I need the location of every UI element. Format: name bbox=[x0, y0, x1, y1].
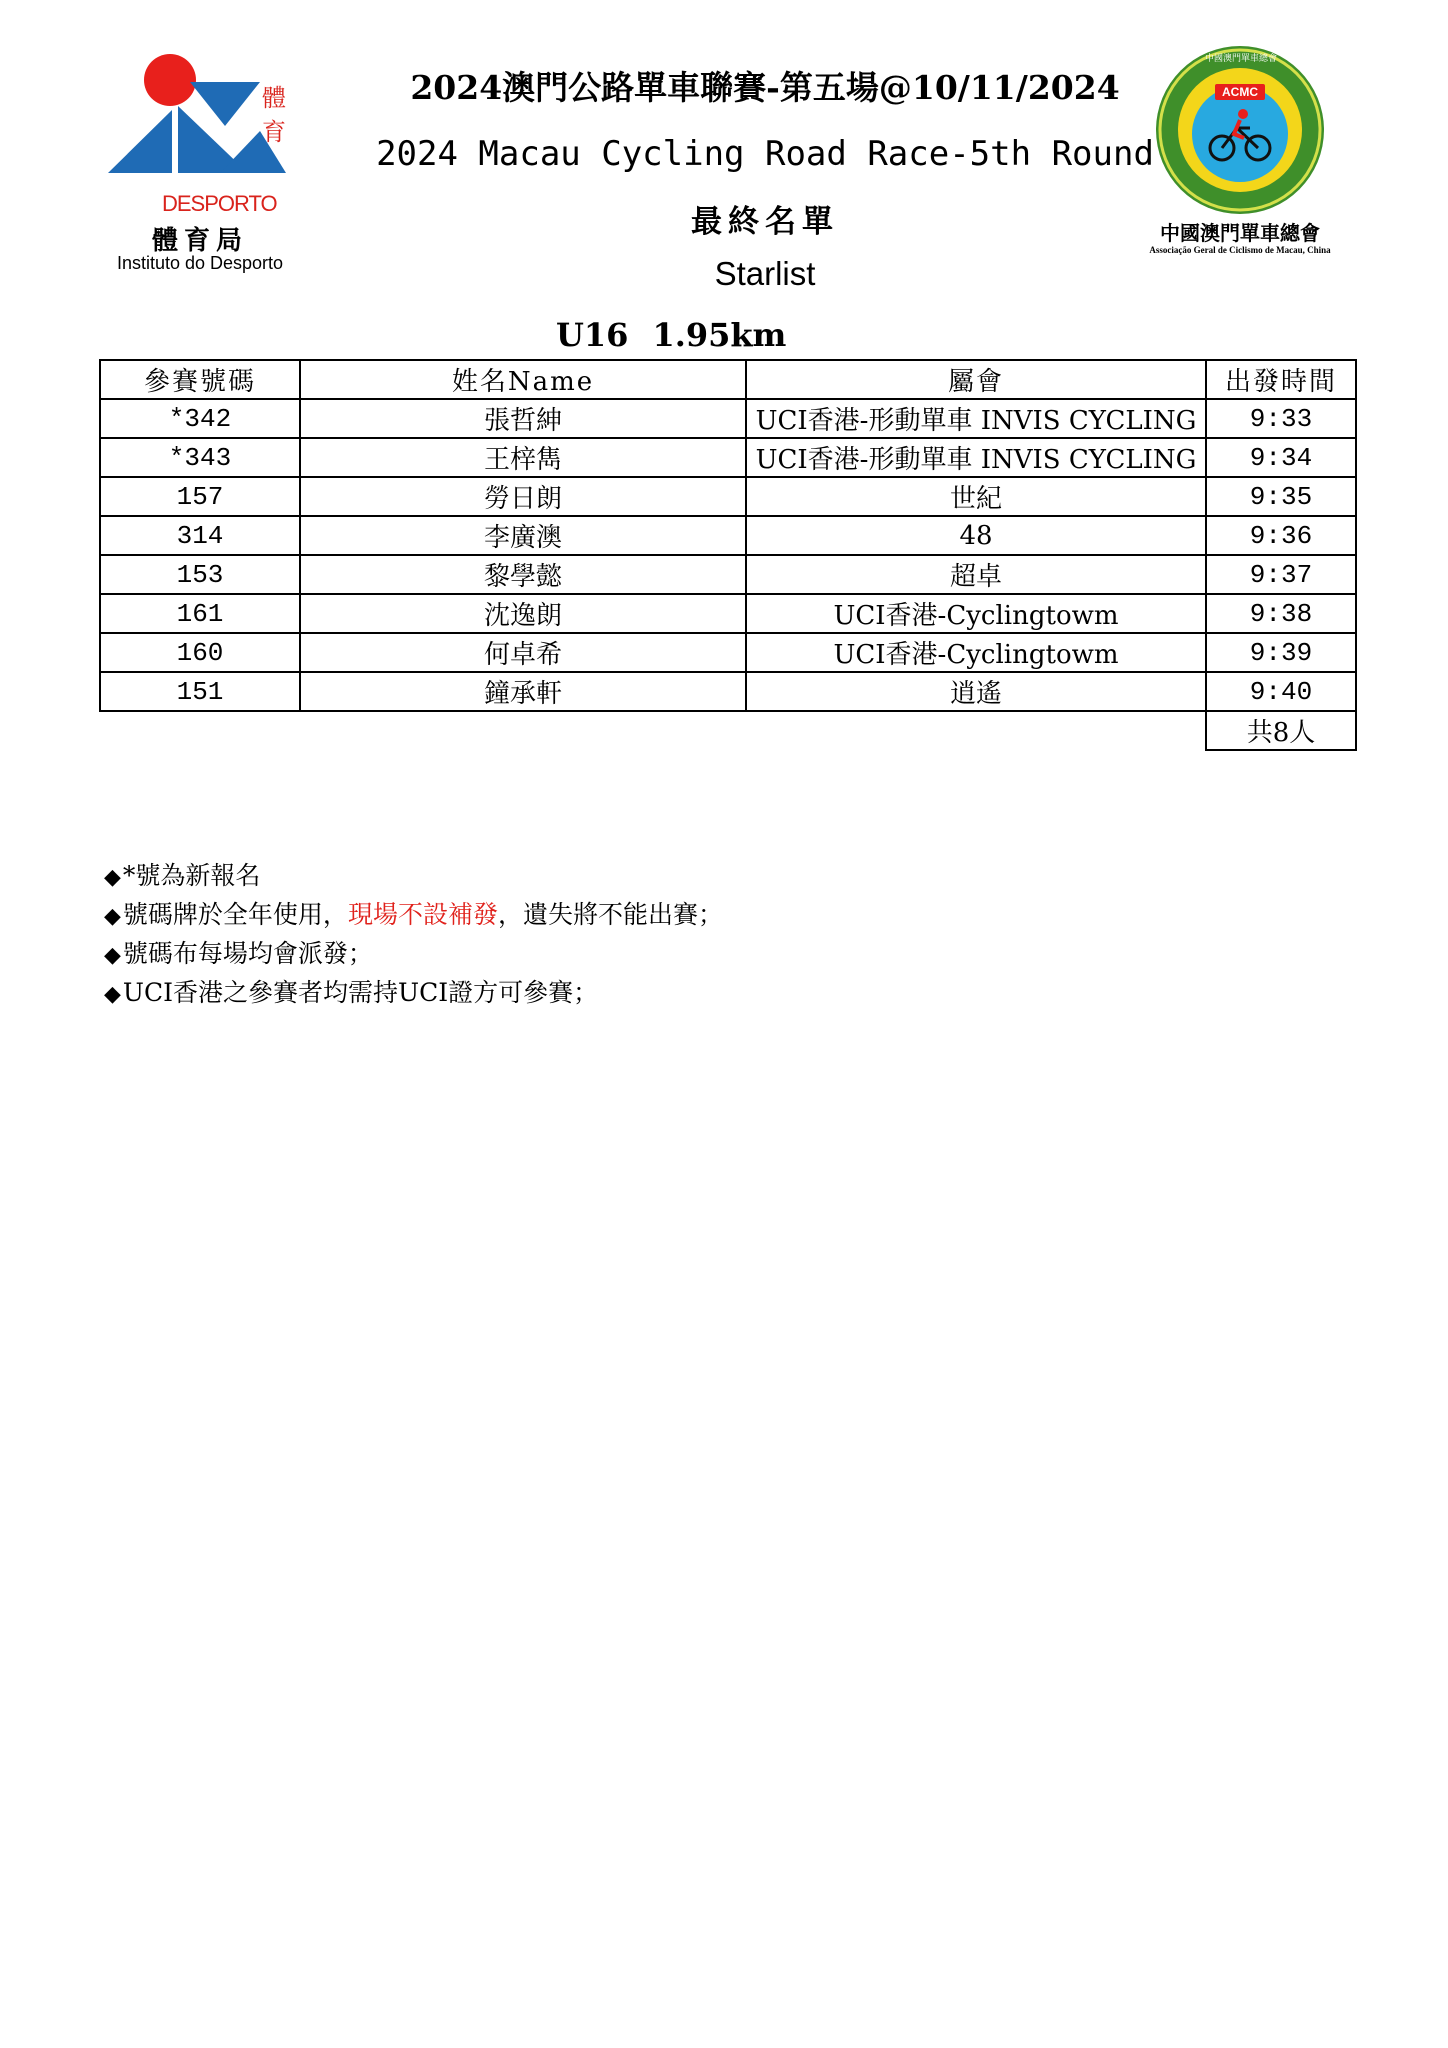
logo-side-char-1: 體 bbox=[262, 84, 286, 112]
diamond-bullet-icon: ◆ bbox=[104, 865, 121, 890]
time-cell: 9:38 bbox=[1206, 594, 1356, 633]
bib-cell: 157 bbox=[100, 477, 300, 516]
header-name: 姓名Name bbox=[300, 360, 746, 399]
bib-cell: 151 bbox=[100, 672, 300, 711]
sports-bureau-logo bbox=[100, 48, 305, 283]
table-row bbox=[100, 672, 1356, 711]
event-title-zh: 2024澳門公路單車聯賽-第五場@10/11/2024 bbox=[410, 68, 1120, 107]
acmc-name-pt: Associação Geral de Ciclismo de Macau, China bbox=[1149, 245, 1331, 255]
table-row bbox=[100, 594, 1356, 633]
time-cell: 9:36 bbox=[1206, 516, 1356, 555]
club-cell: UCI香港-Cyclingtowm bbox=[746, 633, 1206, 672]
time-cell: 9:33 bbox=[1206, 399, 1356, 438]
header-bib: 參賽號碼 bbox=[100, 360, 300, 399]
note-no-reissue-warning: 現場不設補發 bbox=[347, 900, 498, 929]
club-cell: 世紀 bbox=[746, 477, 1206, 516]
name-cell: 勞日朗 bbox=[300, 477, 746, 516]
bib-cell: 153 bbox=[100, 555, 300, 594]
bib-cell: 314 bbox=[100, 516, 300, 555]
startlist-table bbox=[99, 359, 1357, 751]
bib-cell: *343 bbox=[100, 438, 300, 477]
category-group: U16 bbox=[556, 316, 629, 354]
time-cell: 9:39 bbox=[1206, 633, 1356, 672]
name-cell: 張哲紳 bbox=[300, 399, 746, 438]
name-cell: 鐘承軒 bbox=[300, 672, 746, 711]
list-title-en: Starlist bbox=[714, 255, 816, 292]
club-cell: UCI香港-形動單車 INVIS CYCLING bbox=[746, 438, 1206, 477]
notes-section bbox=[104, 856, 723, 1012]
category-line bbox=[556, 316, 786, 354]
table-row bbox=[100, 477, 1356, 516]
time-cell: 9:37 bbox=[1206, 555, 1356, 594]
bib-cell: *342 bbox=[100, 399, 300, 438]
note-bib-yearly-use: ◆號碼牌於全年使用，現場不設補發，遺失將不能出賽； bbox=[104, 900, 723, 929]
time-cell: 9:34 bbox=[1206, 438, 1356, 477]
bib-cell: 160 bbox=[100, 633, 300, 672]
bib-cell: 161 bbox=[100, 594, 300, 633]
diamond-bullet-icon: ◆ bbox=[104, 904, 121, 929]
table-row bbox=[100, 555, 1356, 594]
note-bib-cloth: ◆號碼布每場均會派發； bbox=[104, 939, 373, 968]
club-cell: 超卓 bbox=[746, 555, 1206, 594]
note-new-registration: ◆*號為新報名 bbox=[104, 861, 261, 890]
time-cell: 9:35 bbox=[1206, 477, 1356, 516]
table-row bbox=[100, 399, 1356, 438]
note-uci-license: ◆UCI香港之參賽者均需持UCI證方可參賽； bbox=[104, 978, 599, 1007]
name-cell: 何卓希 bbox=[300, 633, 746, 672]
diamond-bullet-icon: ◆ bbox=[104, 982, 121, 1007]
name-cell: 沈逸朗 bbox=[300, 594, 746, 633]
diamond-bullet-icon: ◆ bbox=[104, 943, 121, 968]
total-row bbox=[100, 711, 1356, 750]
total-count-cell: 共8人 bbox=[1206, 711, 1356, 750]
category-distance: 1.95km bbox=[652, 316, 787, 354]
logo-name-zh: 體育局 bbox=[151, 226, 248, 256]
header-club: 屬會 bbox=[746, 360, 1206, 399]
list-title-zh: 最終名單 bbox=[691, 204, 839, 240]
logo-name-pt: Instituto do Desporto bbox=[116, 253, 284, 273]
table-row bbox=[100, 633, 1356, 672]
name-cell: 李廣澳 bbox=[300, 516, 746, 555]
table-row bbox=[100, 516, 1356, 555]
time-cell: 9:40 bbox=[1206, 672, 1356, 711]
name-cell: 王梓雋 bbox=[300, 438, 746, 477]
club-cell: 48 bbox=[746, 516, 1206, 555]
acmc-badge-text: ACMC bbox=[1222, 85, 1258, 99]
acmc-ring-text: 中國澳門單車總會 bbox=[1205, 54, 1278, 64]
event-title-en: 2024 Macau Cycling Road Race-5th Round bbox=[376, 134, 1154, 174]
logo-side-char-2: 育 bbox=[262, 118, 286, 146]
header-start-time: 出發時間 bbox=[1206, 360, 1356, 399]
acmc-name-zh: 中國澳門單車總會 bbox=[1160, 221, 1320, 245]
club-cell: 逍遙 bbox=[746, 672, 1206, 711]
name-cell: 黎學懿 bbox=[300, 555, 746, 594]
table-header-row bbox=[100, 360, 1356, 399]
club-cell: UCI香港-Cyclingtowm bbox=[746, 594, 1206, 633]
logo-brand-text: DESPORTO bbox=[162, 191, 277, 216]
club-cell: UCI香港-形動單車 INVIS CYCLING bbox=[746, 399, 1206, 438]
table-row bbox=[100, 438, 1356, 477]
